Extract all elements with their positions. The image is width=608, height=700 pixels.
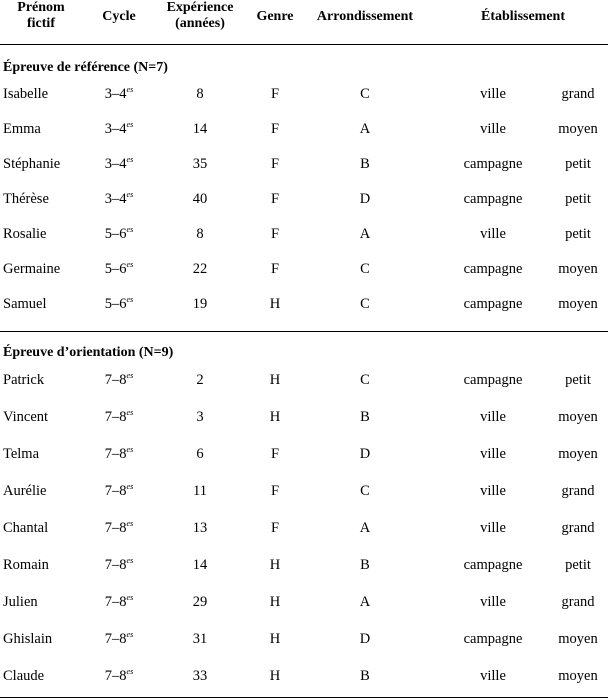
cell-arrondissement [300, 294, 430, 314]
cycle-suffix: es [126, 371, 134, 381]
cell-name-text: Stéphanie [3, 156, 61, 172]
cell-experience-text: 6 [196, 446, 204, 462]
cell-location [438, 189, 548, 209]
table-header [0, 0, 608, 45]
cycle-suffix: es [126, 556, 134, 566]
cell-genre-text: H [269, 409, 281, 425]
cell-name [3, 666, 44, 686]
cell-experience [150, 259, 250, 279]
cycle-suffix: es [126, 482, 134, 492]
cell-location [438, 154, 548, 174]
cell-cycle [88, 666, 150, 686]
cell-location [438, 555, 548, 575]
table-row [0, 224, 608, 244]
cell-location [438, 370, 548, 390]
cell-experience-text: 2 [196, 372, 204, 388]
cell-size-text: petit [565, 226, 591, 242]
cell-genre [250, 666, 300, 686]
cycle-suffix: es [126, 445, 134, 455]
cycle-suffix: es [126, 667, 134, 677]
cell-genre [250, 629, 300, 649]
cell-experience [150, 629, 250, 649]
cell-size-text: grand [561, 520, 595, 536]
cell-name [3, 224, 47, 244]
cell-cycle [88, 189, 150, 209]
cell-location-text: ville [480, 86, 506, 102]
cell-size [548, 629, 608, 649]
cell-cycle-text: 3–4 [104, 86, 127, 102]
cell-cycle [88, 592, 150, 612]
cell-arrondissement [300, 370, 430, 390]
cell-experience [150, 84, 250, 104]
cell-experience-text: 8 [196, 86, 204, 102]
header-experience-line2: (années) [175, 16, 225, 31]
cell-arrondissement-text: C [360, 483, 370, 499]
cell-size-text: petit [565, 557, 591, 573]
cycle-suffix: es [126, 630, 134, 640]
cell-size-text: grand [561, 483, 595, 499]
cell-cycle-text: 3–4 [104, 191, 127, 207]
cell-location [438, 592, 548, 612]
cell-experience [150, 370, 250, 390]
cell-size-text: grand [561, 86, 595, 102]
cell-name [3, 259, 60, 279]
cell-location-text: ville [480, 594, 506, 610]
cell-cycle-text: 5–6 [104, 226, 127, 242]
cell-name-text: Samuel [3, 296, 47, 312]
cell-arrondissement [300, 259, 430, 279]
cell-genre [250, 592, 300, 612]
cell-arrondissement-text: C [360, 372, 370, 388]
cell-experience-text: 13 [192, 520, 208, 536]
cell-location-text: ville [480, 121, 506, 137]
cell-arrondissement [300, 189, 430, 209]
cell-name [3, 119, 41, 139]
cell-location-text: ville [480, 226, 506, 242]
cell-genre [250, 224, 300, 244]
cell-arrondissement-text: B [360, 156, 370, 172]
cell-cycle-text: 7–8 [104, 594, 127, 610]
cell-cycle-text: 5–6 [104, 296, 127, 312]
cell-arrondissement [300, 444, 430, 464]
cycle-suffix: es [126, 408, 134, 418]
cell-genre [250, 444, 300, 464]
cell-genre [250, 154, 300, 174]
cell-size [548, 592, 608, 612]
cell-size [548, 555, 608, 575]
cell-name-text: Romain [3, 557, 49, 573]
cell-arrondissement-text: D [359, 446, 371, 462]
cell-location-text: campagne [463, 156, 523, 172]
cell-arrondissement-text: A [359, 121, 371, 137]
cell-cycle [88, 154, 150, 174]
cell-size [548, 294, 608, 314]
cell-size-text: moyen [558, 409, 598, 425]
cell-location-text: ville [480, 483, 506, 499]
cell-experience [150, 555, 250, 575]
table-bottom-rule [0, 697, 608, 698]
cell-arrondissement-text: C [360, 86, 370, 102]
cell-arrondissement-text: A [359, 594, 371, 610]
cell-genre-text: F [270, 226, 280, 242]
cell-genre-text: H [269, 557, 281, 573]
cell-location-text: ville [480, 520, 506, 536]
cell-genre-text: F [270, 121, 280, 137]
cell-size-text: moyen [558, 446, 598, 462]
cell-experience-text: 14 [192, 121, 208, 137]
cell-location [438, 481, 548, 501]
cell-arrondissement [300, 518, 430, 538]
header-genre: Genre [256, 9, 294, 24]
header-prenom-line1: Prénom [17, 0, 65, 15]
cell-cycle-text: 7–8 [104, 409, 127, 425]
cell-genre-text: F [270, 261, 280, 277]
cell-genre [250, 370, 300, 390]
cell-name-text: Germaine [3, 261, 61, 277]
cell-location-text: ville [480, 446, 506, 462]
cell-size [548, 84, 608, 104]
cell-cycle-text: 7–8 [104, 668, 127, 684]
cell-size [548, 224, 608, 244]
cell-experience-text: 35 [192, 156, 208, 172]
cell-experience [150, 407, 250, 427]
cell-location-text: campagne [463, 261, 523, 277]
cell-experience-text: 8 [196, 226, 204, 242]
cell-genre [250, 518, 300, 538]
cell-cycle-text: 5–6 [104, 261, 127, 277]
table-row [0, 119, 608, 139]
cell-genre-text: H [269, 631, 281, 647]
cell-arrondissement [300, 84, 430, 104]
cell-location-text: campagne [463, 372, 523, 388]
cell-name-text: Aurélie [3, 483, 47, 499]
cell-cycle [88, 629, 150, 649]
cell-name-text: Rosalie [3, 226, 47, 242]
cell-name-text: Patrick [3, 372, 45, 388]
cell-genre [250, 189, 300, 209]
cycle-suffix: es [126, 155, 134, 165]
cell-genre [250, 294, 300, 314]
cell-name [3, 555, 49, 575]
cell-arrondissement-text: B [360, 668, 370, 684]
cell-arrondissement-text: B [360, 557, 370, 573]
cell-experience-text: 14 [192, 557, 208, 573]
cell-experience-text: 22 [192, 261, 208, 277]
cycle-suffix: es [126, 519, 134, 529]
cell-name [3, 481, 46, 501]
table-row [0, 370, 608, 390]
cell-location [438, 224, 548, 244]
cycle-suffix: es [126, 260, 134, 270]
cell-experience-text: 19 [192, 296, 208, 312]
cell-genre-text: H [269, 668, 281, 684]
cell-genre-text: F [270, 446, 280, 462]
table-row [0, 84, 608, 104]
cell-name [3, 518, 48, 538]
cell-size [548, 407, 608, 427]
cell-experience [150, 444, 250, 464]
cell-cycle-text: 7–8 [104, 557, 127, 573]
cell-experience-text: 3 [196, 409, 204, 425]
cell-name [3, 370, 44, 390]
cell-location [438, 407, 548, 427]
cell-experience [150, 518, 250, 538]
cycle-suffix: es [126, 85, 134, 95]
cell-name-text: Julien [3, 594, 38, 610]
cell-genre-text: H [269, 594, 281, 610]
cell-cycle [88, 370, 150, 390]
cell-size-text: grand [561, 594, 595, 610]
cell-size-text: moyen [558, 631, 598, 647]
cell-experience [150, 666, 250, 686]
table-row [0, 592, 608, 612]
cell-experience-text: 33 [192, 668, 208, 684]
cell-experience-text: 31 [192, 631, 208, 647]
cell-cycle [88, 224, 150, 244]
cell-arrondissement-text: B [360, 409, 370, 425]
cell-size [548, 119, 608, 139]
cell-arrondissement-text: A [359, 226, 371, 242]
cell-cycle-text: 3–4 [104, 121, 127, 137]
cell-name-text: Thérèse [3, 191, 49, 207]
cell-name-text: Chantal [3, 520, 49, 536]
cell-genre-text: F [270, 520, 280, 536]
cell-genre-text: F [270, 156, 280, 172]
cell-cycle [88, 555, 150, 575]
cell-name [3, 592, 38, 612]
cell-arrondissement [300, 666, 430, 686]
cycle-suffix: es [126, 190, 134, 200]
table-row [0, 555, 608, 575]
cell-location-text: ville [480, 668, 506, 684]
cell-genre [250, 555, 300, 575]
cell-cycle [88, 294, 150, 314]
header-etablissement: Établissement [481, 9, 565, 24]
cell-experience-text: 40 [192, 191, 208, 207]
cell-genre-text: H [269, 372, 281, 388]
table-row [0, 444, 608, 464]
cell-experience [150, 119, 250, 139]
section-title-reference: Épreuve de référence (N=7) [3, 60, 168, 75]
cell-name [3, 189, 49, 209]
cell-genre [250, 481, 300, 501]
cell-experience-text: 11 [193, 483, 207, 499]
cell-name-text: Ghislain [3, 631, 53, 647]
cell-experience [150, 481, 250, 501]
cell-name [3, 294, 47, 314]
cell-name-text: Vincent [3, 409, 49, 425]
cell-cycle-text: 7–8 [104, 483, 127, 499]
cell-arrondissement [300, 407, 430, 427]
cell-genre [250, 407, 300, 427]
cell-cycle-text: 7–8 [104, 372, 127, 388]
cell-size [548, 189, 608, 209]
cell-arrondissement [300, 119, 430, 139]
cell-cycle-text: 7–8 [104, 631, 127, 647]
cell-genre-text: F [270, 191, 280, 207]
cycle-suffix: es [126, 295, 134, 305]
cell-arrondissement [300, 629, 430, 649]
cell-arrondissement [300, 154, 430, 174]
cell-size-text: petit [565, 156, 591, 172]
cell-location [438, 259, 548, 279]
header-cycle: Cycle [102, 9, 136, 24]
cell-size-text: moyen [558, 261, 598, 277]
cell-experience-text: 29 [192, 594, 208, 610]
table-row [0, 481, 608, 501]
cycle-suffix: es [126, 225, 134, 235]
cell-cycle [88, 444, 150, 464]
cell-location [438, 84, 548, 104]
cell-size-text: petit [565, 191, 591, 207]
cell-cycle [88, 407, 150, 427]
cell-arrondissement-text: D [359, 631, 371, 647]
cell-name-text: Isabelle [3, 86, 49, 102]
cell-arrondissement-text: C [360, 296, 370, 312]
cell-cycle-text: 7–8 [104, 446, 127, 462]
cell-cycle [88, 259, 150, 279]
cell-location [438, 666, 548, 686]
cell-name [3, 407, 48, 427]
header-experience [150, 0, 250, 32]
cell-genre [250, 84, 300, 104]
cell-location [438, 629, 548, 649]
table-row [0, 259, 608, 279]
cell-genre-text: F [270, 483, 280, 499]
cell-experience [150, 154, 250, 174]
cell-name [3, 629, 52, 649]
cell-cycle-text: 7–8 [104, 520, 127, 536]
cell-cycle [88, 84, 150, 104]
table-row [0, 629, 608, 649]
cell-arrondissement-text: C [360, 261, 370, 277]
table-row [0, 154, 608, 174]
cell-location-text: ville [480, 409, 506, 425]
cell-size [548, 444, 608, 464]
cell-name [3, 154, 60, 174]
table-row [0, 189, 608, 209]
cell-size [548, 154, 608, 174]
cell-location [438, 294, 548, 314]
section-divider [0, 331, 608, 332]
cell-name-text: Claude [3, 668, 45, 684]
cell-location-text: campagne [463, 631, 523, 647]
cell-experience [150, 189, 250, 209]
cell-arrondissement [300, 224, 430, 244]
cell-location [438, 518, 548, 538]
cell-arrondissement [300, 555, 430, 575]
cell-size [548, 666, 608, 686]
header-experience-line1: Expérience [166, 0, 234, 15]
cell-cycle [88, 119, 150, 139]
cell-size-text: petit [565, 372, 591, 388]
cell-genre-text: F [270, 86, 280, 102]
table-row [0, 666, 608, 686]
cell-size-text: moyen [558, 668, 598, 684]
cell-name [3, 84, 48, 104]
cell-location [438, 444, 548, 464]
cell-experience [150, 224, 250, 244]
cell-location-text: campagne [463, 191, 523, 207]
cell-cycle [88, 518, 150, 538]
cell-genre-text: H [269, 296, 281, 312]
cell-size [548, 370, 608, 390]
section-title-orientation: Épreuve d’orientation (N=9) [3, 345, 174, 360]
cell-name-text: Emma [3, 121, 41, 137]
cell-name-text: Telma [3, 446, 40, 462]
table-row [0, 518, 608, 538]
cell-arrondissement-text: D [359, 191, 371, 207]
cell-size [548, 518, 608, 538]
cell-size-text: moyen [558, 296, 598, 312]
cell-name [3, 444, 39, 464]
cell-arrondissement [300, 481, 430, 501]
header-prenom [3, 0, 79, 32]
cell-experience [150, 294, 250, 314]
header-prenom-line2: fictif [27, 16, 55, 31]
cycle-suffix: es [126, 593, 134, 603]
cell-arrondissement [300, 592, 430, 612]
cycle-suffix: es [126, 120, 134, 130]
cell-location [438, 119, 548, 139]
cell-size [548, 259, 608, 279]
table-row [0, 407, 608, 427]
cell-arrondissement-text: A [359, 520, 371, 536]
cell-size [548, 481, 608, 501]
cell-size-text: moyen [558, 121, 598, 137]
header-arrondissement: Arrondissement [316, 9, 414, 24]
cell-genre [250, 259, 300, 279]
cell-experience [150, 592, 250, 612]
cell-genre [250, 119, 300, 139]
table-row [0, 294, 608, 314]
cell-location-text: campagne [463, 296, 523, 312]
cell-location-text: campagne [463, 557, 523, 573]
cell-cycle-text: 3–4 [104, 156, 127, 172]
cell-cycle [88, 481, 150, 501]
